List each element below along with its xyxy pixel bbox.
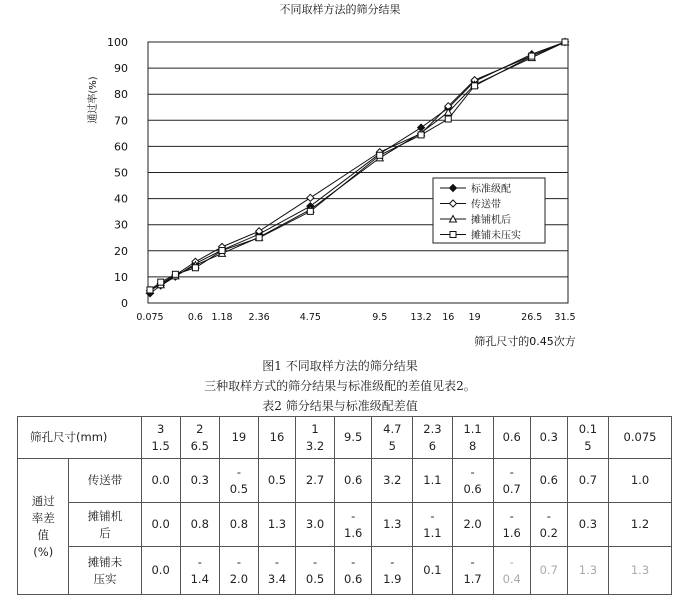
y-tick-label: 100 — [107, 36, 128, 49]
x-tick-label: 1.18 — [211, 312, 233, 323]
value-cell — [530, 547, 567, 595]
cell-text: - — [236, 464, 241, 479]
value-cell — [219, 459, 258, 503]
value-cell — [258, 547, 295, 595]
data-point — [256, 235, 262, 241]
sieve-size-cell — [493, 417, 530, 459]
cell-text: 3.0 — [305, 517, 325, 531]
data-point — [418, 132, 424, 138]
data-point — [529, 53, 535, 59]
x-tick-label: 0.6 — [187, 312, 203, 323]
legend-label: 摊铺未压实 — [471, 230, 521, 242]
cell-text: 0.5 — [229, 481, 249, 496]
cell-text: - — [546, 508, 551, 523]
legend-label: 标准级配 — [471, 184, 511, 195]
cell-text: 通过 — [31, 493, 55, 508]
value-cell — [452, 459, 493, 503]
cell-text: 0.7 — [539, 563, 558, 577]
cell-text: 5 — [584, 438, 592, 453]
cell-text: 1.4 — [190, 571, 209, 586]
value-cell — [413, 459, 452, 503]
value-cell — [219, 547, 258, 595]
x-tick-label: 31.5 — [554, 312, 576, 323]
value-cell — [296, 459, 335, 503]
figure-caption: 图1 不同取样方法的筛分结果 — [262, 359, 418, 373]
series-group — [147, 39, 569, 294]
cell-text: 1.5 — [151, 438, 170, 453]
cell-text: 0.0 — [151, 563, 170, 577]
sieve-size-cell — [258, 417, 295, 459]
sieve-size-cell — [335, 417, 372, 459]
sieve-size-cell — [372, 417, 413, 459]
value-cell — [141, 547, 180, 595]
y-tick-label: 0 — [121, 297, 128, 310]
value-cell — [452, 503, 493, 547]
cell-text: 1 — [311, 421, 319, 436]
sieve-size-cell — [296, 417, 335, 459]
cell-text: - — [351, 508, 356, 523]
x-tick-label: 4.75 — [299, 312, 321, 323]
cell-text: - — [470, 554, 475, 569]
body-text-line: 三种取样方式的筛分结果与标准级配的差值见表2。 — [204, 379, 476, 393]
cell-text: - — [236, 554, 241, 569]
sieve-size-cell — [609, 417, 672, 459]
cell-text: - — [470, 464, 475, 479]
y-axis-label: 通过率(%) — [88, 76, 99, 124]
cell-text: 2 — [196, 421, 204, 436]
cell-text: 传送带 — [87, 473, 123, 487]
chart-legend — [433, 178, 545, 243]
value-cell — [258, 503, 295, 547]
cell-text: 1.1 — [423, 525, 442, 540]
cell-text: 4.7 — [383, 421, 402, 436]
y-tick-label: 80 — [114, 88, 128, 102]
cell-text: 0.0 — [151, 473, 170, 487]
cell-text: 0.3 — [578, 517, 598, 531]
table-row — [18, 547, 672, 595]
sieve-size-cell — [530, 417, 567, 459]
value-cell — [296, 547, 335, 595]
y-tick-label: 10 — [114, 270, 128, 284]
data-point — [450, 232, 456, 238]
value-cell — [219, 503, 258, 547]
cell-text: 1.3 — [630, 563, 650, 577]
sieve-size-cell — [180, 417, 219, 459]
x-tick-label: 9.5 — [372, 312, 388, 323]
cell-text: 1.0 — [630, 473, 650, 487]
value-cell — [335, 547, 372, 595]
sieve-difference-table — [17, 416, 672, 595]
cell-text: 0.0 — [151, 517, 170, 531]
cell-text: 5 — [388, 438, 396, 453]
cell-text: 0.1 — [578, 421, 598, 436]
cell-text: - — [430, 508, 435, 523]
value-cell — [609, 459, 672, 503]
value-cell — [567, 547, 608, 595]
cell-text: 1.1 — [463, 421, 482, 436]
cell-text: - — [313, 554, 318, 569]
y-axis-ticks — [107, 36, 128, 310]
y-tick-label: 20 — [114, 244, 128, 258]
cell-text: 16 — [269, 430, 285, 444]
value-cell — [180, 503, 219, 547]
cell-text: - — [197, 554, 202, 569]
value-cell — [530, 459, 567, 503]
value-cell — [567, 459, 608, 503]
cell-text: 0.1 — [423, 563, 442, 577]
value-cell — [372, 459, 413, 503]
cell-text: - — [509, 554, 514, 569]
cell-text: 3.2 — [305, 438, 325, 453]
cell-text: (%) — [33, 544, 54, 559]
cell-text: 1.3 — [267, 517, 287, 531]
cell-text: 0.4 — [502, 571, 521, 586]
y-tick-label: 40 — [114, 192, 128, 206]
table-caption: 表2 筛分结果与标准级配差值 — [262, 399, 418, 413]
sieve-size-cell — [219, 417, 258, 459]
data-point — [307, 194, 314, 201]
cell-text: 0.8 — [190, 517, 209, 531]
x-tick-label: 13.2 — [410, 312, 432, 323]
cell-text: 1.3 — [383, 517, 402, 531]
y-tick-label: 90 — [114, 62, 128, 76]
x-tick-label: 0.075 — [136, 312, 164, 323]
x-tick-label: 26.5 — [521, 312, 543, 323]
cell-text: 0.6 — [344, 473, 363, 487]
cell-text: 1.7 — [463, 571, 482, 586]
cell-text: 1.1 — [423, 473, 442, 487]
cell-text: 0.7 — [578, 473, 598, 487]
x-axis-ticks — [136, 312, 575, 323]
table-row — [18, 459, 672, 503]
sieve-size-cell — [141, 417, 180, 459]
cell-text: 0.075 — [623, 430, 657, 444]
y-tick-label: 30 — [114, 218, 128, 232]
cell-text: 3 — [156, 421, 165, 436]
x-tick-label: 19 — [468, 312, 481, 323]
cell-text: - — [509, 464, 514, 479]
cell-text: 1.2 — [630, 517, 650, 531]
data-point — [147, 287, 153, 293]
cell-text: 9.5 — [344, 430, 363, 444]
data-point — [377, 152, 383, 158]
cell-text: 0.6 — [463, 481, 482, 496]
value-cell — [413, 503, 452, 547]
data-point — [307, 208, 313, 214]
cell-text: 2.7 — [305, 473, 325, 487]
series-line — [150, 42, 565, 291]
value-cell — [493, 547, 530, 595]
legend-label: 传送带 — [471, 199, 501, 211]
chart-series — [147, 39, 569, 297]
value-cell — [335, 503, 372, 547]
value-cell — [413, 547, 452, 595]
cell-text: 0.3 — [539, 430, 558, 444]
row-label-cell — [69, 459, 141, 503]
value-cell — [530, 503, 567, 547]
value-cell — [141, 459, 180, 503]
cell-text: - — [390, 554, 395, 569]
cell-text: 2.0 — [463, 517, 482, 531]
cell-text: - — [509, 508, 514, 523]
cell-text: 3.2 — [383, 473, 402, 487]
x-tick-label: 16 — [442, 312, 455, 323]
row-label-cell — [69, 547, 141, 595]
table-row — [18, 503, 672, 547]
cell-text: 0.6 — [539, 473, 558, 487]
series-line — [150, 42, 565, 293]
cell-text: 6.5 — [190, 438, 209, 453]
x-axis-label: 筛孔尺寸的0.45次方 — [474, 335, 576, 348]
cell-text: 率差 — [31, 510, 55, 525]
cell-text: 0.5 — [305, 571, 325, 586]
sieve-size-cell — [567, 417, 608, 459]
cell-text: 0.3 — [190, 473, 209, 487]
cell-text: 0.8 — [229, 517, 249, 531]
cell-text: 1.6 — [502, 525, 521, 540]
cell-text: 1.3 — [578, 563, 598, 577]
y-tick-label: 70 — [114, 114, 128, 128]
chart-title: 不同取样方法的筛分结果 — [279, 3, 401, 16]
cell-text: 2.0 — [229, 571, 249, 586]
cell-text: 3.4 — [267, 571, 287, 586]
value-cell — [180, 547, 219, 595]
cell-text: 19 — [231, 430, 247, 444]
cell-text: 6 — [428, 438, 437, 453]
data-point — [192, 265, 198, 271]
value-cell — [372, 503, 413, 547]
y-tick-label: 50 — [114, 166, 128, 180]
value-cell — [258, 459, 295, 503]
cell-text: 0.6 — [344, 571, 363, 586]
value-cell — [609, 547, 672, 595]
value-cell — [567, 503, 608, 547]
data-point — [219, 248, 225, 254]
cell-text: 0.7 — [502, 481, 521, 496]
data-point — [472, 83, 478, 89]
value-cell — [180, 459, 219, 503]
sieve-size-cell — [413, 417, 452, 459]
header-label-cell — [18, 417, 142, 459]
cell-text: 8 — [468, 438, 477, 453]
value-cell — [493, 459, 530, 503]
cell-text: - — [351, 554, 356, 569]
legend-label: 摊铺机后 — [471, 215, 511, 226]
value-cell — [609, 503, 672, 547]
value-cell — [296, 503, 335, 547]
series-group — [147, 39, 568, 293]
cell-text: 0.2 — [539, 525, 558, 540]
data-point — [172, 271, 178, 277]
cell-text: 后 — [99, 525, 111, 540]
sieve-size-cell — [452, 417, 493, 459]
cell-text: 1.6 — [344, 525, 363, 540]
cell-text: 摊铺机 — [87, 508, 123, 523]
cell-text: 0.6 — [502, 430, 521, 444]
row-label-cell — [69, 503, 141, 547]
cell-text: 值 — [37, 527, 49, 542]
value-cell — [493, 503, 530, 547]
cell-text: - — [274, 554, 280, 569]
table-header-row — [18, 417, 672, 459]
data-point — [562, 39, 568, 45]
y-tick-label: 60 — [114, 140, 128, 154]
value-cell — [452, 547, 493, 595]
data-point — [158, 279, 164, 285]
cell-text: 2.3 — [423, 421, 442, 436]
x-tick-label: 2.36 — [248, 312, 270, 323]
value-cell — [372, 547, 413, 595]
cell-text: 压实 — [93, 571, 117, 586]
cell-text: 1.9 — [383, 571, 402, 586]
value-cell — [335, 459, 372, 503]
cell-text: 摊铺未 — [87, 554, 123, 569]
value-cell — [141, 503, 180, 547]
cell-text: 筛孔尺寸(mm) — [30, 430, 108, 444]
group-label-cell — [18, 459, 69, 595]
series-line — [150, 42, 565, 290]
data-point — [445, 116, 451, 122]
cell-text: 0.5 — [267, 473, 287, 487]
